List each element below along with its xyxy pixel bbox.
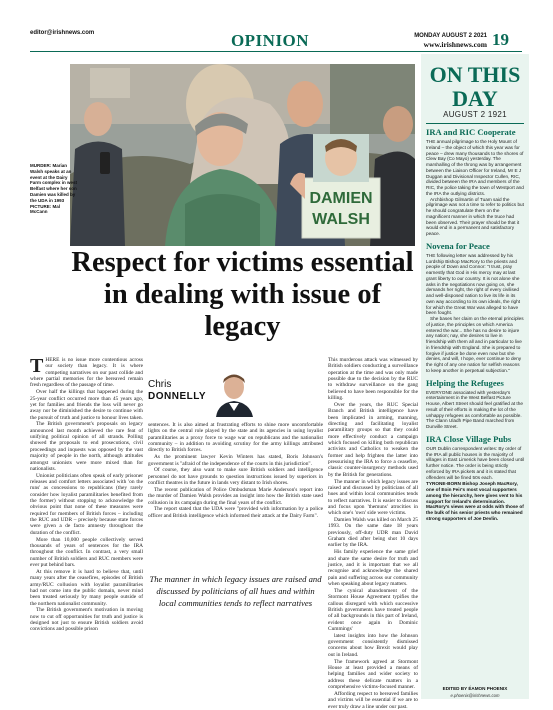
article-paragraph: Of course, they also want to make sure British soldiers and intelligence personnel do not have grounds to question instructions issued by superiors in conflict theatres in the future in lands very distant to Irish shores. [148,467,323,487]
article-paragraph [30,357,143,389]
sidebar-paragraph: EVERYONE associated with yesterday's entertainment in the West Belfast Picture House, Albert Street should feel gratified at the result of their efforts in making the lot of the unhappy refugees as comfortable as possible. The Clann Uladh Pipe Band marched from Dunville Street. [426,389,523,429]
article-paragraph: The British government's motivation in moving now to cut off opportunities for truth and justice is designed not just to ensure British soldiers avoid convictions and possible prison [30,607,143,633]
header-rule [30,51,522,52]
sidebar-paragraph: THE following letter was addressed by his Lordship Bishop MacRory to the priests and people of Down and Connor: "I trust, pray earnestly that God in His mercy may at last grant liberty to our country. It is not alone she asks in the negotiations now going on, she demands her right, the right of every civilised and well-disposed nation to live its life in its own way according to its own ideals, the right for which the Great War was alleged to have been fought. [426,252,521,316]
site-url[interactable]: www.irishnews.com [423,40,487,49]
article-paragraph: The British government's proposals on legacy announced last month achieved the rare feat of unifying political opinion of all strands. Polling showed the proposals to end prosecutions, civil proceedings and inquests was opposed by the vast majority of people in the north, although attitudes amongst unionists were more mixed than for nationalists. [30,421,143,472]
caption-credit: Mal McCann [30,203,61,215]
sidebar-image-caption: TYRONE-BORN Bishop Joseph MacRory, one of Eoin Feir's most vocal supporters among the hierarchy, here gives vent to his support for Ireland's determination. MacRory's views were at odds with those of the bulk of his senior priests who remained strong supporters of Joe Devlin. [426,481,524,521]
byline-first-name: Chris [148,379,172,390]
sidebar-paragraph: She bases her claim on the eternal principles of justice, the principles on which America entered the war... She has no desire to injure any nation; nay, she desires to live in friendship with them all and in particular to live in friendship with England. She is prepared to forgive if justice be done even now but she denies, and will, I hope, ever continue to deny the right of any one nation for selfish reasons to keep another in perpetual subjection." [426,316,524,373]
sidebar-section-title: IRA and RIC Cooperate [426,127,516,137]
sidebar-paragraph: OUR Dublin correspondent writes: By order of the IRA all public houses in the majority of villages in East Limerick have been closed until further notice. The order is being strictly enforced by IRA pickets and it is stated that offenders will be fined 50s each. [426,445,524,480]
section-title: OPINION [230,31,310,50]
sidebar-editor-email[interactable]: e.phoenix@irishnews.com [450,693,500,698]
placard-line2: WALSH [312,211,370,228]
sidebar-section-title: Helping the Refugees [426,377,504,388]
sidebar-editor: EDITED BY ÉAMON PHOENIX [442,686,508,691]
sidebar-paragraph: THE annual pilgrimage to the Holy Mount of Ireland – the object of which this year was for peace – drew many thousands to the shores of Clew Bay (Co Mayo) yesterday. The marshalling of the throng was by arrangement between the Liaison Officer for Ireland, Mr E J Duggan and Divisional Inspector Cullen, RIC, divided between the IRA and members of the RIC, the police taking the town of Westport and the IRA the outlying districts. [426,139,524,196]
drop-cap: T [30,355,44,377]
sidebar-section-title: IRA Close Village Pubs [426,433,512,444]
sidebar-section-body [426,139,524,237]
article-paragraph: The framework agreed at Stormont House at least provided a means of helping families and wider society to address these delicate matters in a comprehensive victims-focused manner. [328,658,418,691]
caption-credit-label: PICTURE: [30,203,52,209]
article-paragraph: latest insights into how the Johnson government consistently dismissed concerns about how Brexit would play out in Ireland. [328,632,418,658]
caption-text: Marian Walsh speaks at an event at the Dairy Farm complex in west Belfast where her son Damien was killed by the UDA in 1993 [30,163,78,203]
article-paragraph: Unionist politicians often speak of early prisoner releases and comfort letters associated with 'on the runs' as concessions to republicans (they rarely consider how loyalist paramilitaries benefited from the former) without stopping to acknowledge the obvious point that none of these measures were required for members of British forces – including the RUC and UDR – precisely because state forces were given a de facto amnesty throughout the duration of the conflict. [30,472,143,536]
caption-label: MURDER: [30,163,52,168]
article-paragraph: The manner in which legacy issues are raised and discussed by politicians of all hues and within local communities tends to reflect narratives. It is easier to discuss and focus upon 'themuns' atrocities in which one's 'own' side were victims. [328,478,418,517]
sidebar-section-body [426,446,524,522]
article-paragraph-text: HERE is no issue more contentious across our society than legacy. It is where competing narratives on our past collide and where partial memories for the bereaved remain fresh regardless of the passage of time. [30,357,143,389]
header-email[interactable]: editor@irishnews.com [30,30,95,36]
article-paragraph: Damien Walsh was killed on March 25 1993. On the same date 18 years previously, off-duty UDR man David Graham died after being shot 10 days earlier by the IRA. [328,517,418,549]
article-paragraph: sentences. It is also aimed at frustrating efforts to shine more uncomfortable lights on the central role played by the state and its agencies in using loyalist paramilitaries as a proxy force to wage war on republicans and the nationalist community – in addition to avoiding scrutiny for the army killings attributed directly to British forces. [148,422,323,454]
byline-last-name: DONNELLY [148,391,207,402]
article-paragraph: Affording respect to bereaved families and victims will be essential if we are to ever truly draw a line under our past. [328,690,418,710]
issue-date: MONDAY AUGUST 2 2021 [414,33,487,39]
headline: Respect for victims essential in dealing with issue of legacy [71,247,414,342]
article-paragraph: Over the years, the RUC Special Branch and British intelligence have been implicated in arming, manning, directing and facilitating loyalist paramilitary groups so that they could more effectively conduct a campaign which focused on killing both republican activists and Catholics to weaken the former and help frighten the latter into pressurising the IRA to force a ceasefire, classic counter-insurgency methods used by the British for generations. [328,401,418,478]
article-paragraph: This murderous attack was witnessed by British soldiers conducting a surveillance operation at the time and was only made possible due to the decision by the RUC to withdraw surveillance on the gang believed to have been responsible for the killing. [328,357,418,402]
placard-line1: DAMIEN [309,190,373,207]
article-paragraph: The cynical abandonment of the Stormont House Agreement typifies the callous disregard with which successive British governments have treated people of all backgrounds in this part of Ireland, evident once again in Dominic Cummings' [328,587,418,632]
sidebar-section-body [426,390,524,430]
on-this-day-date: AUGUST 2 1921 [443,110,507,119]
sidebar-content [426,127,524,682]
article-paragraph: At this remove it is hard to believe that, until many years after the ceasefires, episodes of British army/RUC collusion with loyalist paramilitaries had not come into the public domain, never mind been treated seriously by many people outside of the northern nationalist community. [30,568,143,607]
article-paragraph: Over half the killings that happened during the 25-year conflict occurred more than 45 years ago, yet for families and friends the loss will never go away nor be diminished the desire to continue with the pursuit of truth and justice to honour lives taken. [30,389,143,421]
sidebar-section-body [426,253,524,374]
author-avatar [210,367,259,417]
page-number: 19 [492,30,509,49]
article-paragraph: As the prominent lawyer Kevin Winters has stated, Boris Johnson's government is "afraid of the independence of the courts in this jurisdiction". [148,454,323,467]
sidebar-paragraph: Archbishop Gilmartin of Tuam said the pilgrimage was not a time to refer to politics but he should congratulate them on the magnificent manner in which the truce had been observed. Their prayer should be that it would end in a permanent and satisfactory peace. [426,196,524,236]
article-column-1 [30,357,143,699]
article-column-3 [328,357,418,710]
article-paragraph: The report stated that the UDA were "provided with information by a police officer and British intelligence which informed their attack at the Dairy Farm". [148,506,323,519]
article-paragraph: His family experience the same grief and share the same desire for truth and justice, and it is important that we all recognise and acknowledge the shared pain and suffering across our community when speaking about legacy matters. [328,549,418,588]
sidebar-rule [426,123,524,124]
pull-quote: The manner in which legacy issues are raised and discussed by politicians of all hues and within local communities tends to reflect narratives [149,574,322,608]
photo-caption [30,163,78,215]
article-column-2 [148,422,323,572]
on-this-day-title-line1: ON THIS [429,62,521,87]
article-paragraph: More than 10,000 people collectively served thousands of years of sentences for the IRA throughout the conflict. In contrast, a very small number of British soldiers and RUC members were ever put behind bars. [30,536,143,568]
on-this-day-title-line2: DAY [452,86,498,111]
article-paragraph: The recent publication of Police Ombudsman Marie Anderson's report into the murder of Damien Walsh provides an insight into how the British state used collusion in its campaign during the final years of the conflict. [148,486,323,506]
lead-photo [70,64,415,246]
sidebar-section-title: Novena for Peace [426,240,490,251]
